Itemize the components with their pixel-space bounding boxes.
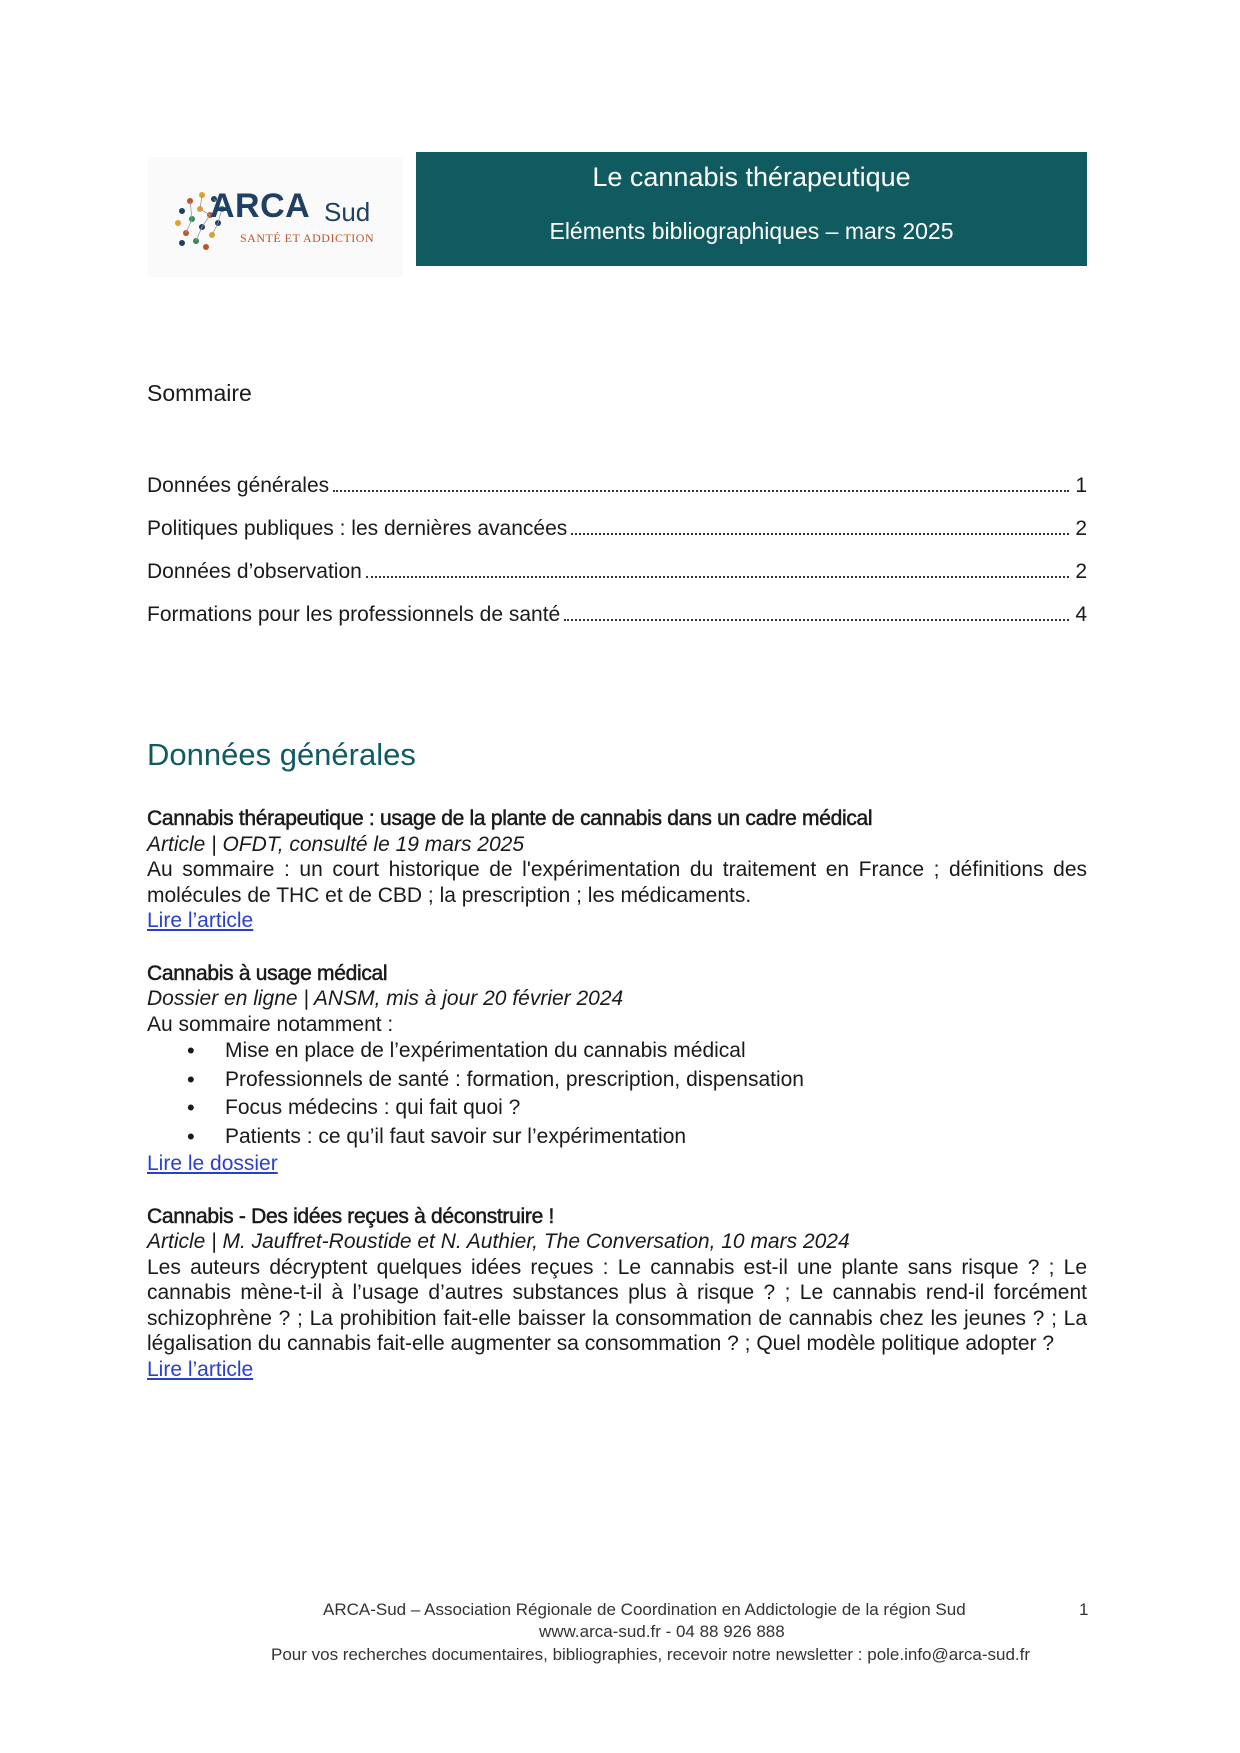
- footer-newsletter: Pour vos recherches documentaires, bibliographies, recevoir notre newsletter : pole.info@arca-sud.fr: [271, 1645, 1031, 1664]
- arca-sud-logo: [148, 157, 403, 277]
- bibliography-entry: [147, 806, 1087, 934]
- footer-contact: www.arca-sud.fr - 04 88 926 888: [539, 1622, 785, 1641]
- toc-item-label: Politiques publiques : les dernières avancées: [147, 517, 568, 540]
- footer-organization: ARCA-Sud – Association Régionale de Coordination en Addictologie de la région Sud: [323, 1600, 966, 1619]
- toc-leader: [564, 619, 1069, 621]
- toc-item-label: Données générales: [147, 474, 330, 497]
- toc-item-page: 4: [1075, 603, 1087, 626]
- entry-description: Les auteurs décryptent quelques idées reçues : Le cannabis est-il une plante sans risque ? ; Le cannabis mène-t-il à l’usage d’autres substances plus à risque ? ; Le cannabis rend-il forcément schizophrène ? ; La prohibition fait-elle baisser la consommation de cannabis chez les jeunes ? ; La légalisation du cannabis fait-elle augmenter sa consommation ? ; Quel modèle politique adopter ?: [147, 1255, 1087, 1355]
- toc-leader: [571, 533, 1069, 535]
- toc-item[interactable]: [147, 603, 1087, 646]
- read-dossier-link[interactable]: Lire le dossier: [147, 1152, 278, 1175]
- toc-heading: Sommaire: [147, 380, 252, 406]
- entry-title: Cannabis thérapeutique : usage de la plante de cannabis dans un cadre médical: [147, 807, 873, 830]
- entry-source: Article | M. Jauffret-Roustide et N. Authier, The Conversation, 10 mars 2024: [147, 1230, 850, 1253]
- toc-item[interactable]: [147, 474, 1087, 517]
- entry-source: Dossier en ligne | ANSM, mis à jour 20 février 2024: [147, 987, 624, 1010]
- list-item: • Focus médecins : qui fait quoi ?: [225, 1094, 1087, 1123]
- entry-description: Au sommaire : un court historique de l'expérimentation du traitement en France ; définitions des molécules de THC et de CBD ; la prescription ; les médicaments.: [147, 858, 1087, 907]
- entry-title: Cannabis à usage médical: [147, 961, 388, 985]
- toc-item-page: 2: [1075, 517, 1087, 540]
- toc-item-page: 2: [1075, 560, 1087, 583]
- toc-leader: [333, 490, 1069, 492]
- section-content: [147, 806, 1087, 1409]
- read-article-link[interactable]: Lire l’article: [147, 909, 254, 932]
- toc-item-page: 1: [1075, 474, 1087, 497]
- logo-name: ARCA: [210, 187, 311, 225]
- toc-item-label: Données d’observation: [147, 560, 362, 583]
- list-item: • Patients : ce qu’il faut savoir sur l’expérimentation: [225, 1123, 1087, 1152]
- toc-leader: [366, 576, 1070, 578]
- title-banner: [416, 152, 1087, 266]
- entry-title: Cannabis - Des idées reçues à déconstruire !: [147, 1204, 555, 1228]
- logo-suffix: Sud: [324, 197, 371, 227]
- section-heading: Données générales: [147, 737, 416, 772]
- toc-item[interactable]: [147, 560, 1087, 603]
- entry-bullet-list: [147, 1037, 1087, 1151]
- entry-description: Au sommaire notamment :: [147, 1012, 394, 1036]
- read-article-link[interactable]: Lire l’article: [147, 1357, 254, 1381]
- bibliography-entry: [147, 1204, 1087, 1383]
- table-of-contents: [147, 474, 1087, 646]
- bibliography-entry: [147, 961, 1087, 1177]
- list-item: • Professionnels de santé : formation, prescription, dispensation: [225, 1066, 1087, 1095]
- toc-item[interactable]: [147, 517, 1087, 560]
- document-title: Le cannabis thérapeutique: [592, 162, 911, 192]
- page-number: 1: [1079, 1600, 1089, 1619]
- list-item: • Mise en place de l’expérimentation du cannabis médical: [225, 1037, 1087, 1066]
- entry-source: Article | OFDT, consulté le 19 mars 2025: [147, 832, 525, 856]
- document-subtitle: Eléments bibliographiques – mars 2025: [549, 218, 954, 244]
- toc-item-label: Formations pour les professionnels de santé: [147, 603, 561, 626]
- logo-tagline: SANTÉ ET ADDICTION: [240, 231, 375, 245]
